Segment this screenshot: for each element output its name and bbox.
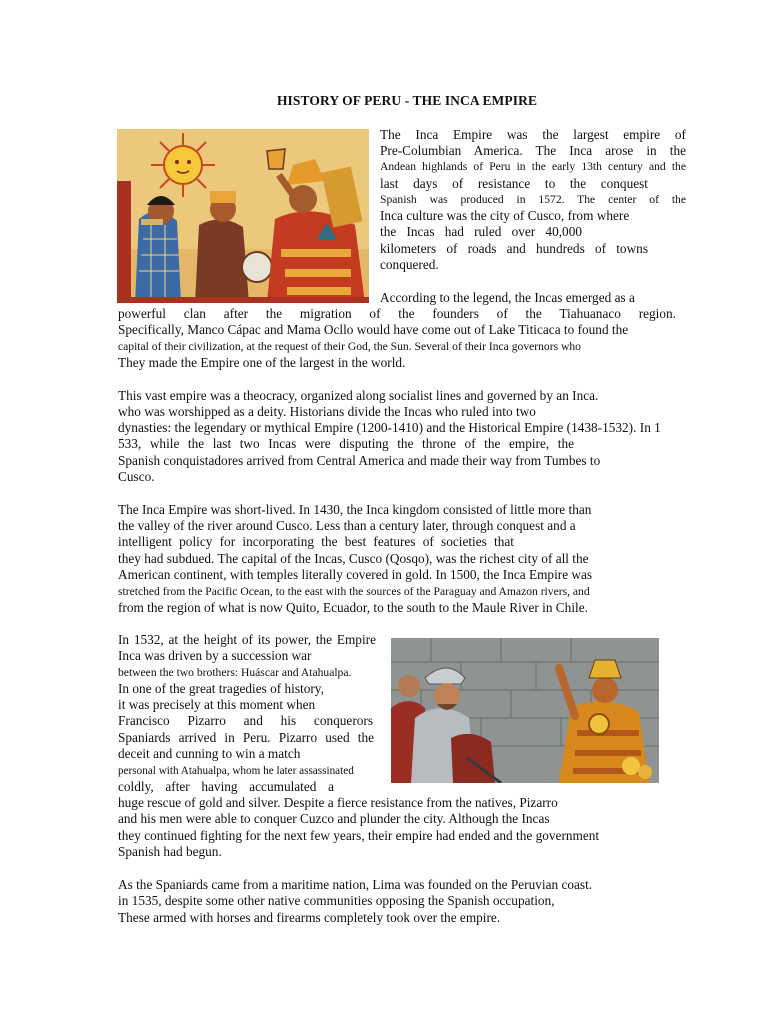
- text-line: American continent, with temples literally covered in gold. In 1500, the Inca Empire was: [118, 567, 593, 582]
- text-line: intelligent policy for incorporating the best features of societies that: [118, 534, 514, 549]
- text-line: last days of resistance to the conquest: [380, 176, 648, 191]
- text-line: the Incas had ruled over 40,000: [380, 224, 582, 239]
- text-line: capital of their civilization, at the request of their God, the Sun. Several of their Inca governors who: [118, 340, 581, 353]
- text-line: According to the legend, the Incas emerged as a: [380, 290, 635, 305]
- text-line: personal with Atahualpa, whom he later assassinated: [118, 765, 354, 777]
- text-line: kilometers of roads and hundreds of towns: [380, 241, 648, 256]
- text-line: and his men were able to conquer Cuzco and plunder the city. Although the Incas: [118, 811, 550, 826]
- text-line: dynasties: the legendary or mythical Empire (1200-1410) and the Historical Empire (1438-1532). In 1: [118, 420, 661, 435]
- text-line: Francisco Pizarro and his conquerors: [118, 713, 373, 728]
- text-line: in 1535, despite some other native communities opposing the Spanish occupation,: [118, 893, 555, 908]
- text-line: coldly, after having accumulated a: [118, 779, 334, 794]
- text-line: conquered.: [380, 257, 439, 272]
- text-line: These armed with horses and firearms completely took over the empire.: [118, 910, 501, 925]
- text-line: Spaniards arrived in Peru. Pizarro used the: [118, 730, 374, 745]
- text-line: huge rescue of gold and silver. Despite a fierce resistance from the natives, Pizarro: [118, 795, 558, 810]
- text-line: Andean highlands of Peru in the early 13th century and the: [380, 160, 686, 173]
- inca-painting-icon: [117, 129, 369, 303]
- text-line: 533, while the last two Incas were disputing the throne of the empire, the: [118, 436, 574, 451]
- text-line: Inca was driven by a succession war: [118, 648, 312, 663]
- text-line: Spanish was produced in 1572. The center of the: [380, 193, 686, 206]
- text-line: deceit and cunning to win a match: [118, 746, 301, 761]
- text-line: Pre-Columbian America. The Inca arose in the: [380, 143, 686, 158]
- text-line: The Inca Empire was short-lived. In 1430, the Inca kingdom consisted of little more than: [118, 502, 592, 517]
- text-line: who was worshipped as a deity. Historians divide the Incas who ruled into two: [118, 404, 536, 419]
- text-line: they continued fighting for the next few years, their empire had ended and the government: [118, 828, 600, 843]
- text-line: powerful clan after the migration of the founders of the Tiahuanaco region.: [118, 306, 676, 321]
- pizarro-atahualpa-icon: [391, 638, 659, 783]
- text-line: In one of the great tragedies of history,: [118, 681, 324, 696]
- text-line: between the two brothers: Huáscar and Atahualpa.: [118, 666, 352, 679]
- text-line: it was precisely at this moment when: [118, 697, 316, 712]
- text-line: The Inca Empire was the largest empire of: [380, 127, 686, 142]
- text-line: stretched from the Pacific Ocean, to the east with the sources of the Paraguay and Amazon rivers, and: [118, 585, 590, 598]
- text-line: As the Spaniards came from a maritime nation, Lima was founded on the Peruvian coast.: [118, 877, 593, 892]
- text-line: from the region of what is now Quito, Ecuador, to the south to the Maule River in Chile.: [118, 600, 588, 615]
- page-title: HISTORY OF PERU - THE INCA EMPIRE: [276, 93, 538, 108]
- text-line: the valley of the river around Cusco. Less than a century later, through conquest and a: [118, 518, 576, 533]
- text-line: They made the Empire one of the largest in the world.: [118, 355, 406, 370]
- text-line: Inca culture was the city of Cusco, from where: [380, 208, 630, 223]
- text-line: Cusco.: [118, 469, 155, 484]
- text-line: they had subdued. The capital of the Incas, Cusco (Qosqo), was the richest city of all the: [118, 551, 589, 566]
- text-line: This vast empire was a theocracy, organized along socialist lines and governed by an Inca.: [118, 388, 599, 403]
- text-line: Spanish had begun.: [118, 844, 222, 859]
- text-line: Spanish conquistadores arrived from Central America and made their way from Tumbes to: [118, 453, 601, 468]
- text-line: Specifically, Manco Cápac and Mama Ocllo would have come out of Lake Titicaca to found the: [118, 322, 629, 337]
- text-line: In 1532, at the height of its power, the Empire: [118, 632, 376, 647]
